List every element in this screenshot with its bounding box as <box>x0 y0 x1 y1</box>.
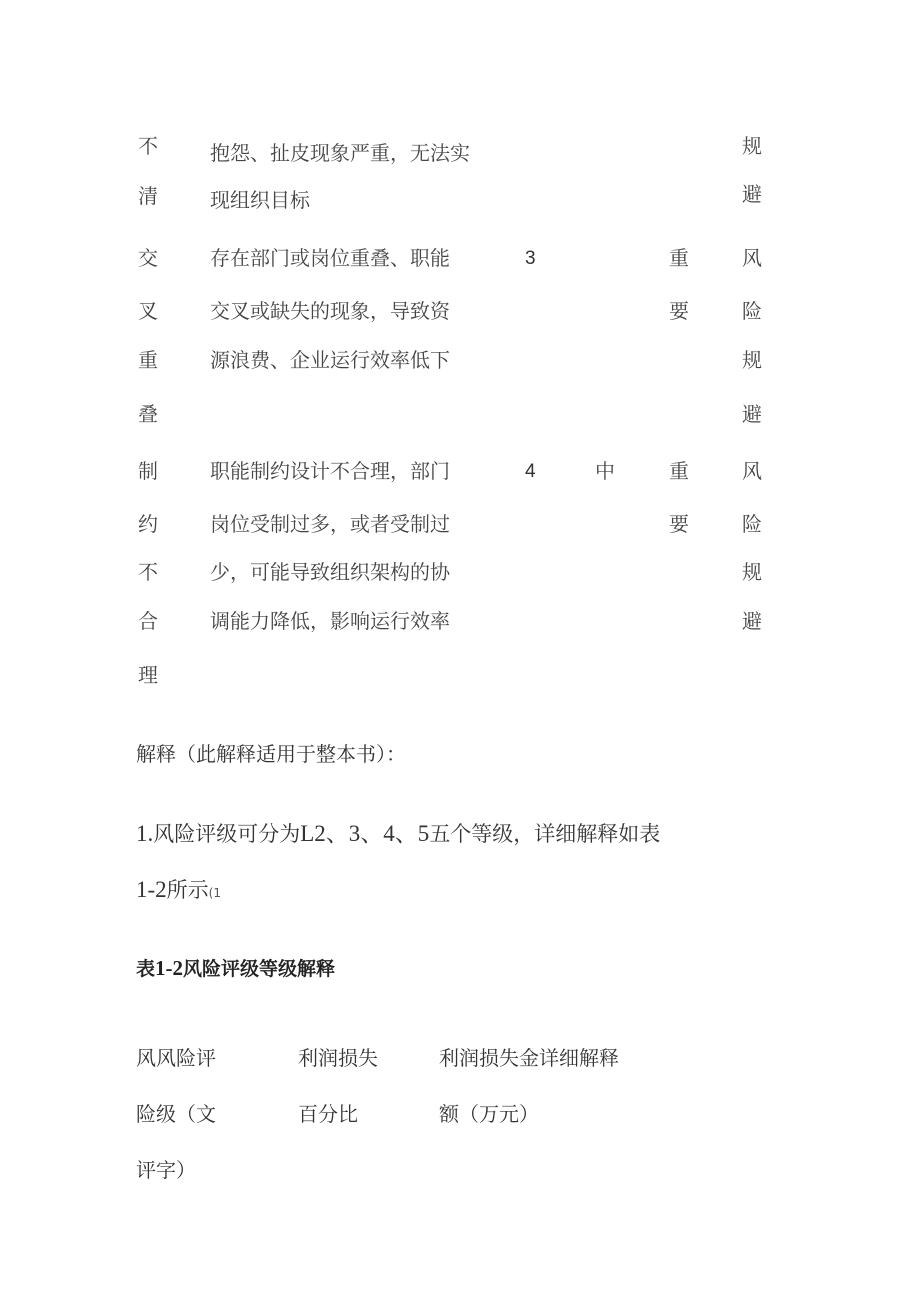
risk-description-line: 现组织目标 <box>210 188 310 212</box>
column-header-line: 百分比 <box>298 1102 358 1126</box>
strategy-char: 风 <box>742 459 762 483</box>
strategy-char: 避 <box>742 402 762 426</box>
risk-name-char: 叉 <box>138 299 158 323</box>
strategy-char: 规 <box>742 134 762 158</box>
risk-score: 3 <box>525 248 536 269</box>
risk-name-char: 合 <box>138 609 158 633</box>
risk-level: 中 <box>595 459 615 483</box>
strategy-char: 避 <box>742 609 762 633</box>
risk-name-char: 约 <box>138 512 158 536</box>
table-caption <box>136 958 335 979</box>
importance-char: 要 <box>669 512 689 536</box>
risk-name-char: 叠 <box>138 402 158 426</box>
risk-description-line: 交叉或缺失的现象，导致资 <box>210 299 450 323</box>
table-reference: 1-2 <box>136 877 167 902</box>
risk-description-line: 岗位受制过多，或者受制过 <box>210 512 450 536</box>
caption-label: 表 <box>136 958 156 980</box>
risk-description-line: 调能力降低，影响运行效率 <box>210 609 450 633</box>
risk-name-char: 制 <box>138 459 158 483</box>
strategy-char: 规 <box>742 560 762 584</box>
column-header-line: 评字） <box>136 1158 196 1182</box>
paragraph-line <box>136 878 221 901</box>
risk-levels: L2、3、4、5 <box>300 821 430 846</box>
importance-char: 重 <box>669 246 689 270</box>
strategy-char: 险 <box>742 299 762 323</box>
risk-description-line: 少，可能导致组织架构的协 <box>210 560 450 584</box>
column-header-line: 额（万元） <box>439 1102 539 1126</box>
column-header-line: 利润损失金详细解释 <box>439 1046 619 1070</box>
strategy-char: 风 <box>742 246 762 270</box>
column-header-line: 险级（文 <box>136 1102 216 1126</box>
risk-name-char: 重 <box>138 348 158 372</box>
risk-description-line: 职能制约设计不合理，部门 <box>210 459 450 483</box>
caption-number: 1-2 <box>155 956 184 980</box>
importance-char: 重 <box>669 459 689 483</box>
strategy-char: 险 <box>742 512 762 536</box>
strategy-char: 规 <box>742 348 762 372</box>
paragraph-text: 风险评级可分为 <box>153 822 301 846</box>
paragraph-number: 1. <box>136 821 154 846</box>
paragraph-text: 所示 <box>166 878 209 902</box>
column-header-line: 风风险评 <box>136 1046 216 1070</box>
risk-description-line: 抱怨、扯皮现象严重，无法实 <box>210 141 470 165</box>
explanation-heading: 解释（此解释适用于整本书）： <box>136 742 406 766</box>
paragraph-line <box>136 822 660 845</box>
caption-title: 风险评级等级解释 <box>183 958 336 980</box>
risk-description-line: 源浪费、企业运行效率低下 <box>210 348 450 372</box>
footnote-mark: (1 <box>208 886 221 900</box>
paragraph-text: 五个等级，详细解释如表 <box>429 822 661 846</box>
risk-name-char: 清 <box>138 184 158 208</box>
risk-name-char: 不 <box>138 134 158 158</box>
risk-name-char: 交 <box>138 246 158 270</box>
risk-name-char: 不 <box>138 560 158 584</box>
column-header-line: 利润损失 <box>298 1046 378 1070</box>
risk-description-line: 存在部门或岗位重叠、职能 <box>210 246 450 270</box>
risk-name-char: 理 <box>138 663 158 687</box>
importance-char: 要 <box>669 299 689 323</box>
strategy-char: 避 <box>742 182 762 206</box>
risk-score: 4 <box>525 461 536 482</box>
